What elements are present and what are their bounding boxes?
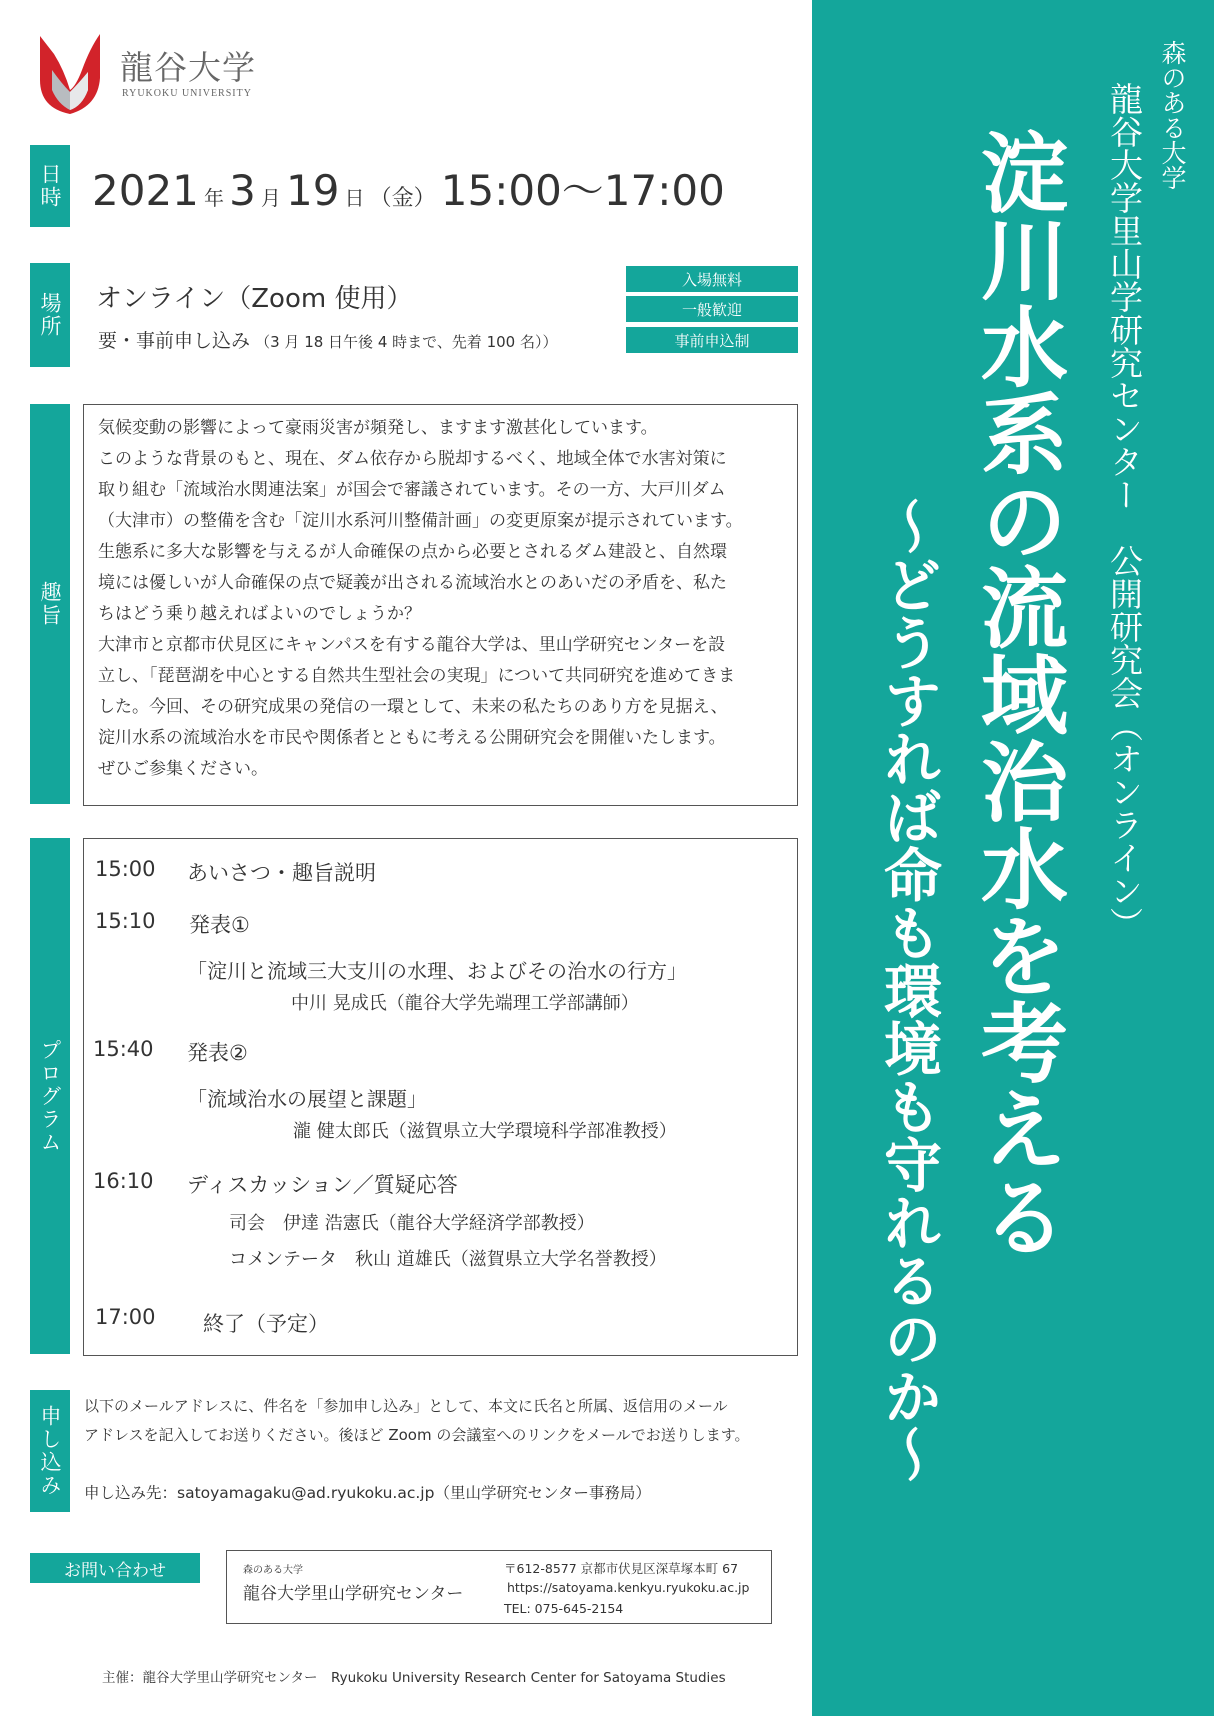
university-logo bbox=[30, 26, 270, 116]
date-day-unit: 日 bbox=[344, 186, 365, 210]
purpose-line: 境には優しいが人命確保の点で疑義が出される流域治水とのあいだの矛盾を、私た bbox=[98, 573, 727, 593]
reserve-note: （3 月 18 日午後 4 時まで、先着 100 名）） bbox=[255, 333, 558, 351]
talk-speaker: 瀧 健太郎氏（滋賀県立大学環境科学部准教授） bbox=[293, 1121, 677, 1142]
event-date bbox=[92, 158, 725, 218]
discussion-mc: 司会 伊達 浩憲氏（龍谷大学経済学部教授） bbox=[229, 1213, 595, 1234]
inquiry-small: 森のある大学 bbox=[243, 1565, 303, 1576]
program-item: 発表① bbox=[189, 913, 250, 937]
label-purpose: 趣旨 bbox=[30, 404, 70, 804]
inquiry-box bbox=[226, 1550, 772, 1624]
date-day: 19 bbox=[286, 166, 340, 215]
program-time: 15:00 bbox=[95, 857, 156, 881]
logo-sub: RYUKOKU UNIVERSITY bbox=[122, 88, 252, 99]
purpose-text bbox=[98, 413, 743, 785]
side-event-type: 龍谷大学里山学研究センター 公開研究会（オンライン） bbox=[1105, 82, 1144, 940]
apply-line-2: アドレスを記入してお送りください。後ほど Zoom の会議室へのリンクをメールでお送りします。 bbox=[84, 1426, 750, 1444]
purpose-line: 大津市と京都市伏見区にキャンパスを有する龍谷大学は、里山学研究センターを設 bbox=[98, 635, 726, 655]
side-university: 森のある大学 bbox=[1158, 40, 1187, 190]
date-year-unit: 年 bbox=[203, 186, 224, 210]
program-item: 終了（予定） bbox=[203, 1312, 329, 1336]
program-box bbox=[83, 838, 798, 1356]
label-date: 日時 bbox=[30, 145, 70, 227]
program-item: あいさつ・趣旨説明 bbox=[187, 861, 376, 885]
main-title: 淀川水系の流域治水を考える bbox=[966, 128, 1069, 1259]
sub-title: 〜どうすれば命も環境も守れるのか〜 bbox=[874, 497, 942, 1483]
label-program: プログラム bbox=[30, 838, 70, 1354]
program-time: 16:10 bbox=[93, 1169, 154, 1193]
inquiry-address: 〒612-8577 京都市伏見区深草塚本町 67 bbox=[504, 1561, 739, 1576]
inquiry-url[interactable]: https://satoyama.kenkyu.ryukoku.ac.jp bbox=[507, 1580, 750, 1595]
apply-contact: 申し込み先：satoyamagaku@ad.ryukoku.ac.jp（里山学研究センター事務局） bbox=[84, 1484, 651, 1502]
date-month: 3 bbox=[229, 166, 256, 215]
purpose-line: した。今回、その研究成果の発信の一環として、未来の私たちのあり方を見据え、 bbox=[98, 697, 728, 717]
discussion-commentator: コメンテータ 秋山 道雄氏（滋賀県立大学名誉教授） bbox=[229, 1249, 667, 1270]
label-apply: 申し込み bbox=[30, 1390, 70, 1512]
event-time: 15:00〜17:00 bbox=[440, 166, 725, 215]
reserve-text: 要・事前申し込み bbox=[98, 330, 251, 352]
badge-free: 入場無料 bbox=[626, 266, 798, 292]
purpose-line: 生態系に多大な影響を与えるが人命確保の点から必要とされるダム建設と、自然環 bbox=[98, 542, 727, 562]
date-year: 2021 bbox=[92, 166, 199, 215]
logo-mark-icon bbox=[34, 30, 104, 116]
footer-organizer: 主催：龍谷大学里山学研究センター Ryukoku University Research Center for Satoyama Studies bbox=[102, 1670, 726, 1686]
place-name: オンライン（Zoom 使用） bbox=[96, 284, 413, 314]
label-place: 場所 bbox=[30, 263, 70, 367]
purpose-line: ちはどう乗り越えればよいのでしょうか？ bbox=[98, 604, 421, 624]
logo-name: 龍谷大学 bbox=[120, 48, 256, 87]
talk-title: 「淀川と流域三大支川の水理、およびその治水の行方」 bbox=[187, 959, 687, 983]
talk-title: 「流域治水の展望と課題」 bbox=[187, 1087, 427, 1111]
badge-registration: 事前申込制 bbox=[626, 327, 798, 353]
program-time: 17:00 bbox=[95, 1305, 156, 1329]
program-time: 15:10 bbox=[95, 909, 156, 933]
program-time: 15:40 bbox=[93, 1037, 154, 1061]
inquiry-tel: TEL: 075-645-2154 bbox=[504, 1601, 624, 1616]
program-item: ディスカッション／質疑応答 bbox=[187, 1173, 458, 1197]
purpose-line: 取り組む「流域治水関連法案」が国会で審議されています。その一方、大戸川ダム bbox=[98, 480, 726, 500]
purpose-line: 淀川水系の流域治水を市民や関係者とともに考える公開研究会を開催いたします。 bbox=[98, 728, 726, 748]
date-weekday: （金） bbox=[369, 186, 436, 211]
purpose-line: 気候変動の影響によって豪雨災害が頻発し、ますます激甚化しています。 bbox=[98, 418, 658, 438]
inquiry-org: 龍谷大学里山学研究センター bbox=[243, 1584, 464, 1604]
purpose-line: （大津市）の整備を含む「淀川水系河川整備計画」の変更原案が提示されています。 bbox=[98, 511, 743, 531]
program-item: 発表② bbox=[187, 1041, 248, 1065]
purpose-line: ぜひご参集ください。 bbox=[98, 759, 268, 779]
apply-line-1: 以下のメールアドレスに、件名を「参加申し込み」として、本文に氏名と所属、返信用のメール bbox=[84, 1397, 728, 1415]
place-reserve bbox=[98, 326, 558, 353]
badge-welcome: 一般歓迎 bbox=[626, 296, 798, 322]
title-panel bbox=[812, 0, 1214, 1716]
talk-speaker: 中川 晃成氏（龍谷大学先端理工学部講師） bbox=[291, 993, 639, 1014]
purpose-line: このような背景のもと、現在、ダム依存から脱却するべく、地域全体で水害対策に bbox=[98, 449, 727, 469]
date-month-unit: 月 bbox=[260, 186, 281, 210]
purpose-line: 立し、「琵琶湖を中心とする自然共生型社会の実現」について共同研究を進めてきま bbox=[98, 666, 736, 686]
inquiry-label: お問い合わせ bbox=[30, 1553, 200, 1583]
purpose-box bbox=[83, 404, 798, 806]
